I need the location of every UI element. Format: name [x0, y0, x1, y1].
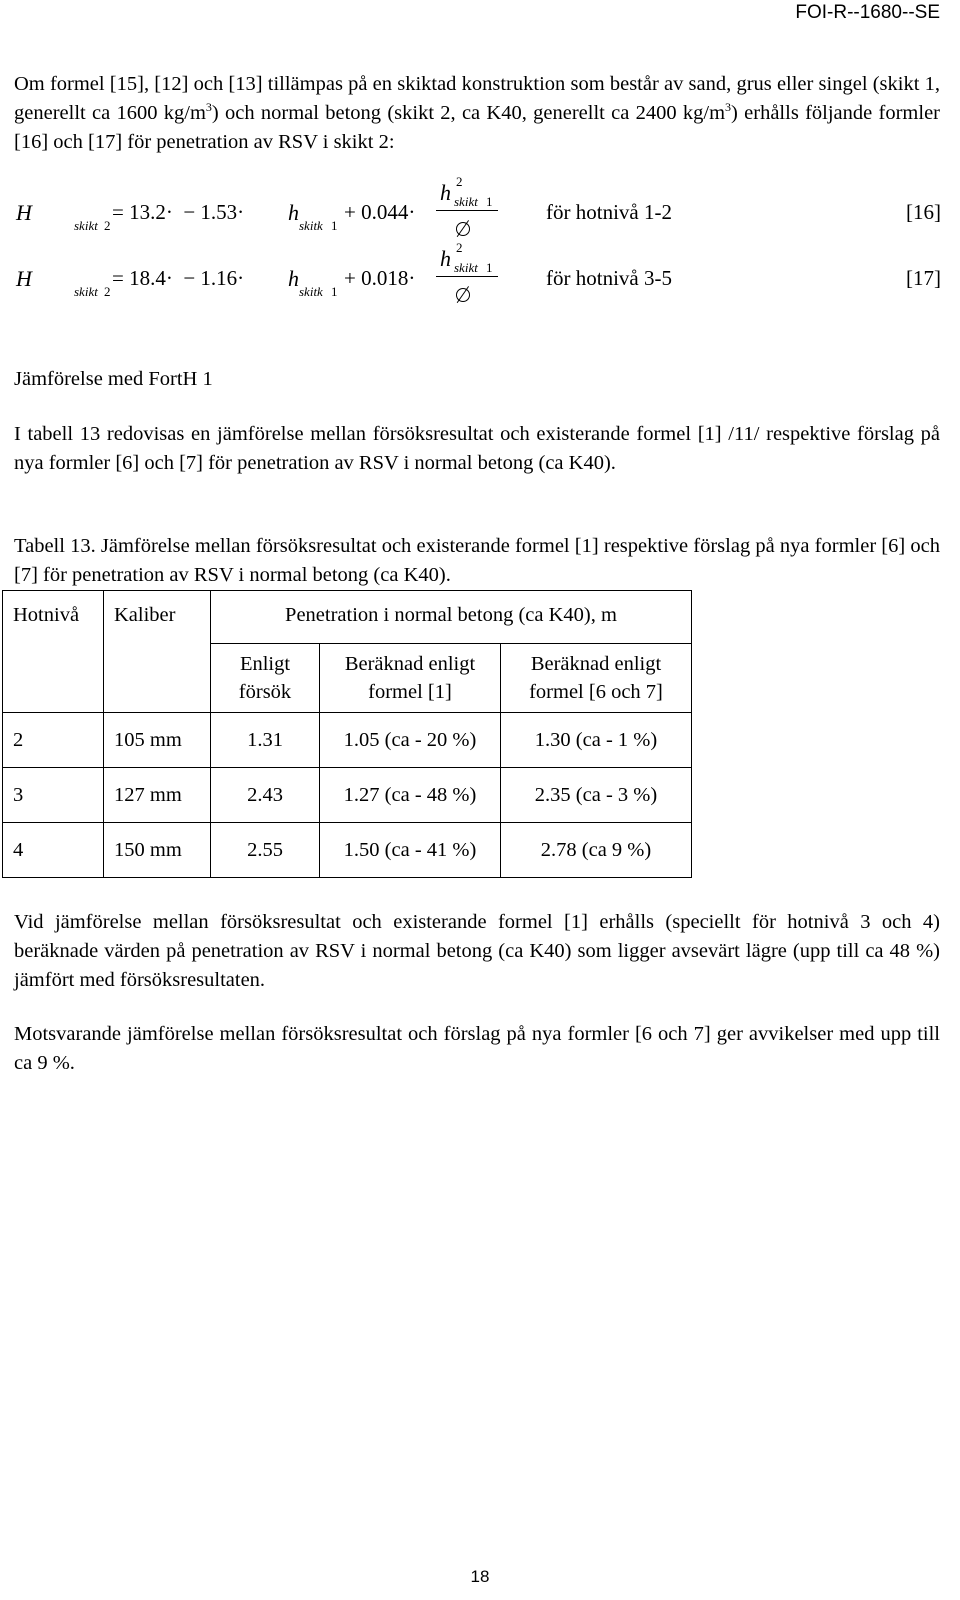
subheader-forsok	[211, 644, 320, 713]
subheader-formel1-line1: Beräknad enligt	[344, 653, 476, 675]
empty-set-icon	[456, 288, 470, 302]
formula-H-subscript-number: 2	[104, 218, 111, 233]
cell-formel1: 1.05 (ca - 20 %)	[320, 713, 501, 768]
subheader-forsok-line1: Enligt	[239, 653, 291, 675]
table-row	[3, 823, 692, 878]
subheader-formel67-line2: formel [6 och 7]	[529, 681, 663, 703]
intro-paragraph	[14, 70, 940, 157]
table-row	[3, 713, 692, 768]
cell-formel67: 2.78 (ca 9 %)	[501, 823, 692, 878]
table-caption: Tabell 13. Jämförelse mellan försöksresultat och existerande formel [1] respektive förslag på nya formler [6] och [7] för penetration av RSV i normal betong (ca K40).	[14, 535, 940, 586]
cell-hotniva: 3	[3, 768, 104, 823]
superscript: 3	[725, 100, 732, 115]
section-heading: Jämförelse med FortH 1	[14, 368, 213, 390]
comparison-table	[2, 590, 692, 878]
superscript: 3	[205, 100, 212, 115]
subheader-formel67-line1: Beräknad enligt	[530, 653, 662, 675]
formula-H-subscript: skikt	[74, 284, 98, 299]
formula-h: h	[288, 266, 299, 291]
cell-hotniva: 4	[3, 823, 104, 878]
formula-H: H	[16, 200, 32, 225]
paragraph-comparison-formel1: Vid jämförelse mellan försöksresultat och existerande formel [1] erhålls (speciellt för hotnivå 3 och 4) beräknade värden på penetration av RSV i normal betong (ca K40) som ligger avsevärt lägre (upp till ca 48 %) jämfört med försöksresultaten.	[14, 911, 940, 991]
formula-main-terms: = 18.4· − 1.16·	[112, 266, 245, 290]
fraction-numerator-h: h	[440, 180, 451, 205]
formula-H-subscript: skikt	[74, 218, 98, 233]
empty-set-icon	[456, 222, 470, 236]
formula-plus-term: + 0.018·	[344, 266, 416, 290]
header-hotniva: Hotnivå	[3, 591, 104, 713]
header-kaliber: Kaliber	[104, 591, 211, 713]
cell-formel67: 1.30 (ca - 1 %)	[501, 713, 692, 768]
fraction-numerator-subscript-number: 1	[486, 194, 493, 209]
formula-h-subscript: skitk	[299, 218, 323, 233]
formula-main-terms: = 13.2· − 1.53·	[112, 200, 245, 224]
cell-formel67: 2.35 (ca - 3 %)	[501, 768, 692, 823]
formula-condition: för hotnivå 1-2	[546, 200, 672, 224]
subheader-formel1	[320, 644, 501, 713]
subheader-formel67	[501, 644, 692, 713]
paragraph-intro-table: I tabell 13 redovisas en jämförelse mellan försöksresultat och existerande formel [1] /11/ respektive förslag på nya formler [6] och [7] för penetration av RSV i normal betong (ca K40).	[14, 423, 940, 474]
formula-H: H	[16, 266, 32, 291]
cell-forsok: 1.31	[211, 713, 320, 768]
formula-16	[16, 174, 941, 252]
fraction-numerator-exponent: 2	[456, 240, 463, 255]
formula-h: h	[288, 200, 299, 225]
cell-forsok: 2.55	[211, 823, 320, 878]
formula-plus-term: + 0.044·	[344, 200, 416, 224]
cell-hotniva: 2	[3, 713, 104, 768]
fraction-bar	[436, 276, 498, 277]
fraction-denominator	[456, 216, 470, 241]
cell-kaliber: 127 mm	[104, 768, 211, 823]
fraction-numerator-subscript: skikt	[454, 260, 478, 275]
cell-kaliber: 150 mm	[104, 823, 211, 878]
cell-forsok: 2.43	[211, 768, 320, 823]
intro-text-3: ) erhålls följande formler [16] och [17] för penetration av RSV i skikt 2:	[14, 102, 940, 153]
formula-h-subscript-number: 1	[331, 218, 338, 233]
fraction-denominator	[456, 282, 470, 307]
subheader-formel1-line2: formel [1]	[368, 681, 452, 703]
cell-formel1: 1.50 (ca - 41 %)	[320, 823, 501, 878]
formula-condition: för hotnivå 3-5	[546, 266, 672, 290]
formula-reference: [17]	[906, 266, 941, 290]
table-row	[3, 768, 692, 823]
cell-kaliber: 105 mm	[104, 713, 211, 768]
formula-17	[16, 240, 941, 318]
fraction-numerator-exponent: 2	[456, 174, 463, 189]
formula-reference: [16]	[906, 200, 941, 224]
document-code: FOI-R--1680--SE	[795, 2, 940, 23]
subheader-forsok-line2: försök	[238, 681, 292, 703]
header-penetration: Penetration i normal betong (ca K40), m	[211, 591, 692, 644]
formula-h-subscript-number: 1	[331, 284, 338, 299]
cell-formel1: 1.27 (ca - 48 %)	[320, 768, 501, 823]
intro-text-2: ) och normal betong (skikt 2, ca K40, generellt ca 2400 kg/m	[211, 102, 726, 124]
formula-h-subscript: skitk	[299, 284, 323, 299]
fraction-numerator-subscript: skikt	[454, 194, 478, 209]
table-header-row	[3, 591, 692, 644]
intro-text-1: Om formel [15], [12] och [13] tillämpas på en skiktad konstruktion som består av sand, grus eller singel (skikt 1, generellt ca 1600 kg/m	[14, 73, 940, 124]
paragraph-comparison-formel67: Motsvarande jämförelse mellan försöksresultat och förslag på nya formler [6 och 7] ger avvikelser med upp till ca 9 %.	[14, 1023, 940, 1074]
fraction-numerator-subscript-number: 1	[486, 260, 493, 275]
page-number: 18	[470, 1567, 490, 1586]
fraction-bar	[436, 210, 498, 211]
fraction-numerator-h: h	[440, 246, 451, 271]
formula-H-subscript-number: 2	[104, 284, 111, 299]
